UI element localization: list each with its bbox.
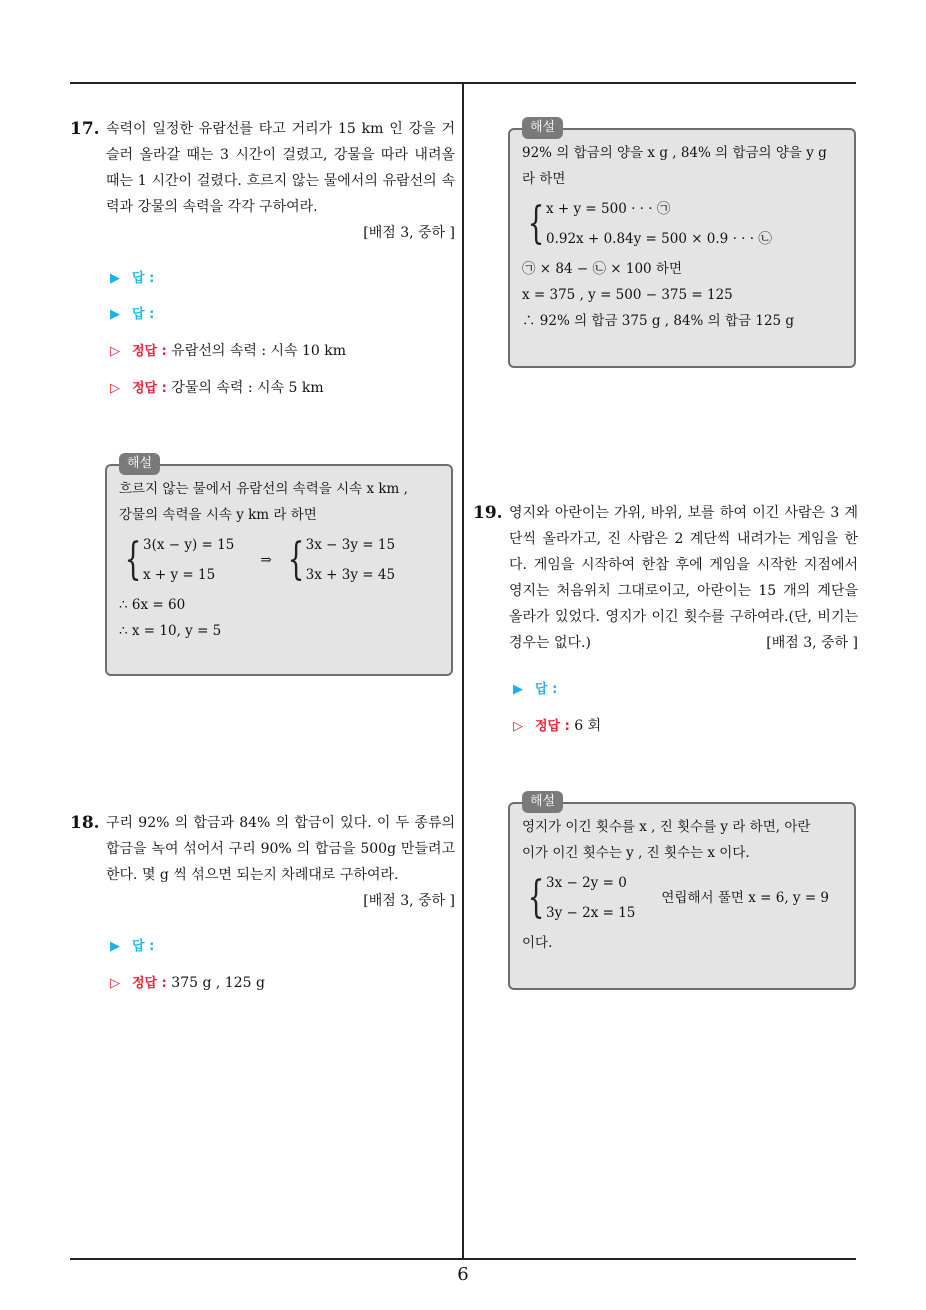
answer-line-1[interactable] (110, 268, 154, 289)
brace-icon: { (124, 534, 142, 585)
solution-line: ∴ x = 10, y = 5 (119, 623, 222, 639)
brace-icon: { (287, 534, 305, 585)
play-triangle-icon: ▶ (110, 939, 120, 954)
equation-system (119, 530, 234, 590)
answer-label: 답 : (132, 271, 155, 286)
correct-label: 정답 : (132, 976, 167, 991)
equation: 3x − 3y = 15 (305, 537, 396, 553)
equation-system (282, 530, 395, 590)
solution-line: x = 375 , y = 500 − 375 = 125 (522, 287, 733, 303)
solution-line: 라 하면 (522, 171, 566, 187)
answer-line-1[interactable] (513, 679, 557, 700)
brace-icon: { (527, 872, 545, 923)
answer-line-2[interactable] (110, 304, 154, 325)
solution-line: 영지가 이긴 횟수를 x , 진 횟수를 y 라 하면, 아란 (522, 819, 811, 835)
column-divider (462, 82, 464, 1260)
equation-system (522, 194, 772, 254)
correct-value: 강물의 속력 : 시속 5 km (171, 380, 324, 396)
solution-tag: 해설 (522, 117, 563, 139)
problem-number: 19. (473, 503, 503, 523)
answer-line-1[interactable] (110, 936, 154, 957)
solution-line: 강물의 속력을 시속 y km 라 하면 (119, 507, 317, 523)
solution-note: 연립해서 풀면 x = 6, y = 9 (661, 890, 830, 906)
equation: 3x − 2y = 0 (546, 875, 627, 891)
solution-line: 이가 이긴 횟수는 y , 진 횟수는 x 이다. (522, 845, 750, 861)
problem-text: 영지와 아란이는 가위, 바위, 보를 하여 이긴 사람은 3 계단씩 올라가고, 진 사람은 2 계단씩 내려가는 게임을 한다. 게임을 시작하여 한참 후에 게임을 시작한 지점에서 영지는 처음위치 그대로이고, 아란이는 15 개의 계단을 올라가 있었다. 영지가 이긴 횟수를 구하여라.(단, 비기는 경우는 없다.) (509, 505, 858, 651)
solution-box-17 (105, 456, 453, 676)
equation-system (522, 868, 635, 928)
bottom-rule (70, 1258, 856, 1260)
correct-answer-1 (513, 716, 601, 737)
equation: x + y = 15 (143, 567, 216, 583)
equation: x + y = 500 · · · ㉠ (546, 201, 671, 217)
points-label: [배점 3, 중하 ] (766, 635, 858, 651)
answer-label: 답 : (132, 307, 155, 322)
outline-triangle-icon: ▷ (110, 381, 120, 396)
equation: 3y − 2x = 15 (546, 905, 636, 921)
correct-answer-2 (110, 378, 324, 399)
solution-line: 흐르지 않는 물에서 유람선의 속력을 시속 x km , (119, 481, 408, 497)
equation: 3x + 3y = 45 (305, 567, 396, 583)
correct-answer-1 (110, 973, 265, 994)
solution-line: ∴ 92% 의 합금 375 g , 84% 의 합금 125 g (522, 313, 795, 329)
problem-text: 구리 92% 의 합금과 84% 의 합금이 있다. 이 두 종류의 합금을 녹여 섞어서 구리 90% 의 합금을 500g 만들려고 한다. 몇 g 씩 섞으면 되는지 차례대로 구하여라. (106, 815, 455, 883)
play-triangle-icon: ▶ (110, 307, 120, 322)
points-label: [배점 3, 중하 ] (363, 225, 455, 241)
solution-line: 이다. (522, 935, 553, 951)
outline-triangle-icon: ▷ (513, 719, 523, 734)
correct-answer-1 (110, 341, 346, 362)
solution-box-18 (508, 120, 856, 368)
problem-18 (70, 810, 455, 914)
problem-17 (70, 116, 455, 246)
problem-number: 17. (70, 119, 100, 139)
correct-value: 유람선의 속력 : 시속 10 km (171, 343, 347, 359)
answer-label: 답 : (132, 939, 155, 954)
brace-icon: { (527, 198, 545, 249)
solution-tag: 해설 (522, 791, 563, 813)
correct-label: 정답 : (535, 719, 570, 734)
page-number: 6 (457, 1264, 469, 1285)
solution-box-19 (508, 794, 856, 990)
problem-19 (473, 500, 858, 656)
solution-line: 92% 의 합금의 양을 x g , 84% 의 합금의 양을 y g (522, 145, 827, 161)
correct-value: 375 g , 125 g (171, 975, 265, 991)
correct-label: 정답 : (132, 381, 167, 396)
problem-text: 속력이 일정한 유람선를 타고 거리가 15 km 인 강을 거슬러 올라갈 때는 3 시간이 걸렸고, 강물을 따라 내려올 때는 1 시간이 걸렸다. 흐르지 않는 물에서의 유람선의 속력과 강물의 속력을 각각 구하여라. (106, 121, 455, 215)
play-triangle-icon: ▶ (110, 271, 120, 286)
problem-number: 18. (70, 813, 100, 833)
equation: 0.92x + 0.84y = 500 × 0.9 · · · ㉡ (546, 231, 772, 247)
answer-label: 답 : (535, 682, 558, 697)
solution-line: ∴ 6x = 60 (119, 597, 186, 613)
solution-tag: 해설 (119, 453, 160, 475)
correct-value: 6 회 (574, 718, 602, 734)
solution-line: ㉠ × 84 − ㉡ × 100 하면 (522, 261, 683, 277)
play-triangle-icon: ▶ (513, 682, 523, 697)
outline-triangle-icon: ▷ (110, 344, 120, 359)
points-label: [배점 3, 중하 ] (363, 893, 455, 909)
implies-arrow: ⇒ (260, 552, 272, 568)
correct-label: 정답 : (132, 344, 167, 359)
outline-triangle-icon: ▷ (110, 976, 120, 991)
equation: 3(x − y) = 15 (143, 537, 235, 553)
